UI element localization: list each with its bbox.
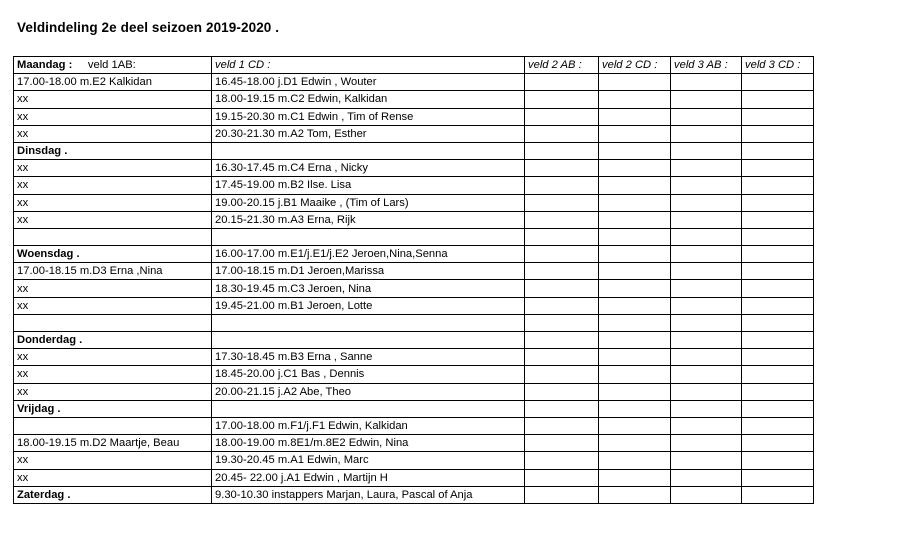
table-row [14, 435, 814, 452]
table-cell-empty [742, 74, 814, 91]
table-cell-veld-1ab: xx [14, 125, 212, 142]
table-cell-empty [671, 108, 742, 125]
table-cell-veld-1cd: 18.00-19.00 m.8E1/m.8E2 Edwin, Nina [212, 435, 525, 452]
table-cell-empty [525, 469, 599, 486]
table-cell-empty [742, 297, 814, 314]
table-cell-empty [742, 125, 814, 142]
table-cell-empty [525, 160, 599, 177]
header-cell-veld-2cd: veld 2 CD : [599, 57, 671, 74]
table-cell-empty [742, 228, 814, 245]
table-cell-veld-1cd: 19.45-21.00 m.B1 Jeroen, Lotte [212, 297, 525, 314]
table-cell-empty [525, 417, 599, 434]
header-spacer [72, 59, 88, 71]
table-cell-empty [671, 297, 742, 314]
table-cell-empty [599, 452, 671, 469]
table-cell-empty [742, 349, 814, 366]
table-cell-empty [525, 349, 599, 366]
table-cell-empty [671, 194, 742, 211]
table-cell-empty [742, 452, 814, 469]
table-cell-veld-1cd: 17.30-18.45 m.B3 Erna , Sanne [212, 349, 525, 366]
table-cell-empty [671, 74, 742, 91]
table-cell-empty [525, 177, 599, 194]
table-cell-veld-1ab: xx [14, 297, 212, 314]
table-cell-veld-1cd: 19.30-20.45 m.A1 Edwin, Marc [212, 452, 525, 469]
table-row [14, 125, 814, 142]
table-cell-empty [742, 160, 814, 177]
table-cell-empty [525, 142, 599, 159]
table-cell-empty [671, 366, 742, 383]
table-cell-veld-1ab: Zaterdag . [14, 486, 212, 503]
table-cell-empty [671, 383, 742, 400]
table-cell-empty [525, 246, 599, 263]
table-cell-veld-1ab: Donderdag . [14, 332, 212, 349]
table-row [14, 383, 814, 400]
table-cell-veld-1ab: 18.00-19.15 m.D2 Maartje, Beau [14, 435, 212, 452]
table-cell-empty [671, 435, 742, 452]
table-cell-empty [671, 349, 742, 366]
table-cell-veld-1ab: xx [14, 177, 212, 194]
table-cell-empty [742, 263, 814, 280]
header-row [14, 57, 814, 74]
table-cell-veld-1ab: 17.00-18.00 m.E2 Kalkidan [14, 74, 212, 91]
table-cell-veld-1cd: 17.45-19.00 m.B2 Ilse. Lisa [212, 177, 525, 194]
table-row [14, 297, 814, 314]
table-cell-empty [742, 486, 814, 503]
table-cell-veld-1cd: 20.30-21.30 m.A2 Tom, Esther [212, 125, 525, 142]
table-cell-empty [671, 280, 742, 297]
header-cell-veld-3cd: veld 3 CD : [742, 57, 814, 74]
table-cell-empty [599, 332, 671, 349]
table-row [14, 194, 814, 211]
table-cell-empty [742, 366, 814, 383]
table-row [14, 332, 814, 349]
table-cell-empty [599, 74, 671, 91]
table-row [14, 142, 814, 159]
table-cell-empty [671, 246, 742, 263]
table-cell-empty [599, 228, 671, 245]
table-cell-empty [671, 314, 742, 331]
table-cell-veld-1ab: xx [14, 160, 212, 177]
table-cell-empty [525, 486, 599, 503]
table-cell-empty [599, 160, 671, 177]
table-cell-empty [525, 297, 599, 314]
table-cell-empty [671, 332, 742, 349]
table-cell-empty [742, 435, 814, 452]
table-row [14, 349, 814, 366]
table-cell-empty [599, 263, 671, 280]
table-row [14, 211, 814, 228]
header-cell-veld-1cd: veld 1 CD : [212, 57, 525, 74]
table-cell-veld-1cd: 16.30-17.45 m.C4 Erna , Nicky [212, 160, 525, 177]
table-cell-veld-1ab [14, 228, 212, 245]
table-cell-empty [742, 246, 814, 263]
header-field-label: veld 1AB: [87, 59, 136, 72]
table-cell-empty [671, 263, 742, 280]
table-cell-veld-1ab [14, 314, 212, 331]
table-cell-empty [525, 91, 599, 108]
table-cell-empty [525, 435, 599, 452]
table-cell-empty [742, 194, 814, 211]
table-row [14, 452, 814, 469]
table-cell-empty [742, 314, 814, 331]
table-cell-veld-1ab: 17.00-18.15 m.D3 Erna ,Nina [14, 263, 212, 280]
table-cell-veld-1ab [14, 417, 212, 434]
table-cell-veld-1cd [212, 400, 525, 417]
table-cell-empty [742, 280, 814, 297]
table-cell-empty [525, 332, 599, 349]
table-cell-veld-1cd: 18.45-20.00 j.C1 Bas , Dennis [212, 366, 525, 383]
table-cell-empty [525, 263, 599, 280]
table-cell-empty [525, 228, 599, 245]
schedule-table [13, 56, 814, 504]
table-cell-veld-1ab: xx [14, 194, 212, 211]
table-cell-empty [671, 177, 742, 194]
table-cell-empty [599, 211, 671, 228]
table-cell-empty [671, 228, 742, 245]
table-cell-empty [599, 366, 671, 383]
table-cell-empty [599, 383, 671, 400]
header-cell-veld-2ab: veld 2 AB : [525, 57, 599, 74]
table-cell-empty [525, 400, 599, 417]
table-cell-veld-1ab: xx [14, 108, 212, 125]
table-cell-empty [599, 125, 671, 142]
table-cell-empty [671, 417, 742, 434]
table-cell-empty [742, 400, 814, 417]
table-row [14, 263, 814, 280]
table-cell-veld-1ab: xx [14, 366, 212, 383]
table-cell-veld-1cd [212, 332, 525, 349]
table-cell-empty [525, 108, 599, 125]
table-row [14, 400, 814, 417]
table-row [14, 314, 814, 331]
table-cell-empty [525, 280, 599, 297]
table-cell-veld-1ab: Woensdag . [14, 246, 212, 263]
table-cell-empty [599, 435, 671, 452]
table-cell-veld-1cd: 16.45-18.00 j.D1 Edwin , Wouter [212, 74, 525, 91]
table-cell-empty [599, 469, 671, 486]
table-cell-empty [742, 383, 814, 400]
table-cell-empty [599, 246, 671, 263]
table-cell-veld-1ab: xx [14, 280, 212, 297]
table-row [14, 177, 814, 194]
table-cell-veld-1cd: 17.00-18.15 m.D1 Jeroen,Marissa [212, 263, 525, 280]
table-row [14, 108, 814, 125]
table-cell-empty [599, 486, 671, 503]
table-cell-empty [599, 314, 671, 331]
table-cell-empty [742, 177, 814, 194]
table-cell-empty [671, 452, 742, 469]
table-cell-veld-1ab: xx [14, 211, 212, 228]
table-cell-veld-1cd: 9.30-10.30 instappers Marjan, Laura, Pascal of Anja [212, 486, 525, 503]
table-cell-empty [599, 417, 671, 434]
table-cell-empty [671, 125, 742, 142]
table-cell-empty [671, 211, 742, 228]
table-cell-empty [671, 400, 742, 417]
table-row [14, 486, 814, 503]
table-cell-empty [742, 142, 814, 159]
header-cell-veld-1ab [14, 57, 212, 74]
table-cell-veld-1ab: xx [14, 383, 212, 400]
table-cell-empty [599, 280, 671, 297]
table-cell-empty [671, 469, 742, 486]
table-cell-empty [599, 108, 671, 125]
table-cell-empty [525, 74, 599, 91]
table-cell-empty [525, 211, 599, 228]
table-cell-empty [742, 91, 814, 108]
table-cell-veld-1cd: 19.15-20.30 m.C1 Edwin , Tim of Rense [212, 108, 525, 125]
table-cell-veld-1cd: 18.30-19.45 m.C3 Jeroen, Nina [212, 280, 525, 297]
table-cell-veld-1ab: xx [14, 469, 212, 486]
table-row [14, 228, 814, 245]
table-cell-empty [671, 142, 742, 159]
table-cell-veld-1ab: Vrijdag . [14, 400, 212, 417]
table-cell-empty [599, 177, 671, 194]
table-cell-empty [742, 108, 814, 125]
table-cell-veld-1cd: 20.00-21.15 j.A2 Abe, Theo [212, 383, 525, 400]
table-cell-empty [742, 332, 814, 349]
table-cell-veld-1ab: xx [14, 349, 212, 366]
table-cell-empty [742, 211, 814, 228]
table-cell-veld-1cd: 17.00-18.00 m.F1/j.F1 Edwin, Kalkidan [212, 417, 525, 434]
table-cell-empty [525, 314, 599, 331]
table-row [14, 246, 814, 263]
table-cell-empty [742, 469, 814, 486]
table-cell-veld-1cd: 16.00-17.00 m.E1/j.E1/j.E2 Jeroen,Nina,Senna [212, 246, 525, 263]
table-row [14, 280, 814, 297]
table-cell-veld-1cd [212, 314, 525, 331]
table-cell-veld-1ab: xx [14, 452, 212, 469]
table-cell-veld-1cd [212, 228, 525, 245]
table-row [14, 91, 814, 108]
table-row [14, 417, 814, 434]
table-cell-empty [525, 452, 599, 469]
table-cell-veld-1cd: 20.45- 22.00 j.A1 Edwin , Martijn H [212, 469, 525, 486]
table-cell-empty [671, 486, 742, 503]
table-cell-empty [599, 91, 671, 108]
schedule-body [14, 57, 814, 504]
table-cell-empty [599, 194, 671, 211]
document-title: Veldindeling 2e deel seizoen 2019-2020 . [17, 20, 280, 35]
table-cell-empty [671, 91, 742, 108]
table-cell-veld-1cd: 18.00-19.15 m.C2 Edwin, Kalkidan [212, 91, 525, 108]
table-cell-empty [599, 142, 671, 159]
table-cell-empty [671, 160, 742, 177]
table-cell-empty [599, 349, 671, 366]
table-cell-empty [599, 297, 671, 314]
table-cell-veld-1cd [212, 142, 525, 159]
header-day-label: Maandag : [17, 59, 73, 72]
table-cell-veld-1cd: 19.00-20.15 j.B1 Maaike , (Tim of Lars) [212, 194, 525, 211]
table-cell-empty [742, 417, 814, 434]
table-row [14, 469, 814, 486]
table-cell-veld-1cd: 20.15-21.30 m.A3 Erna, Rijk [212, 211, 525, 228]
table-row [14, 74, 814, 91]
table-cell-empty [525, 194, 599, 211]
table-cell-empty [599, 400, 671, 417]
table-cell-veld-1ab: Dinsdag . [14, 142, 212, 159]
header-cell-veld-3ab: veld 3 AB : [671, 57, 742, 74]
table-cell-veld-1ab: xx [14, 91, 212, 108]
table-row [14, 160, 814, 177]
table-cell-empty [525, 366, 599, 383]
table-cell-empty [525, 383, 599, 400]
table-row [14, 366, 814, 383]
table-cell-empty [525, 125, 599, 142]
